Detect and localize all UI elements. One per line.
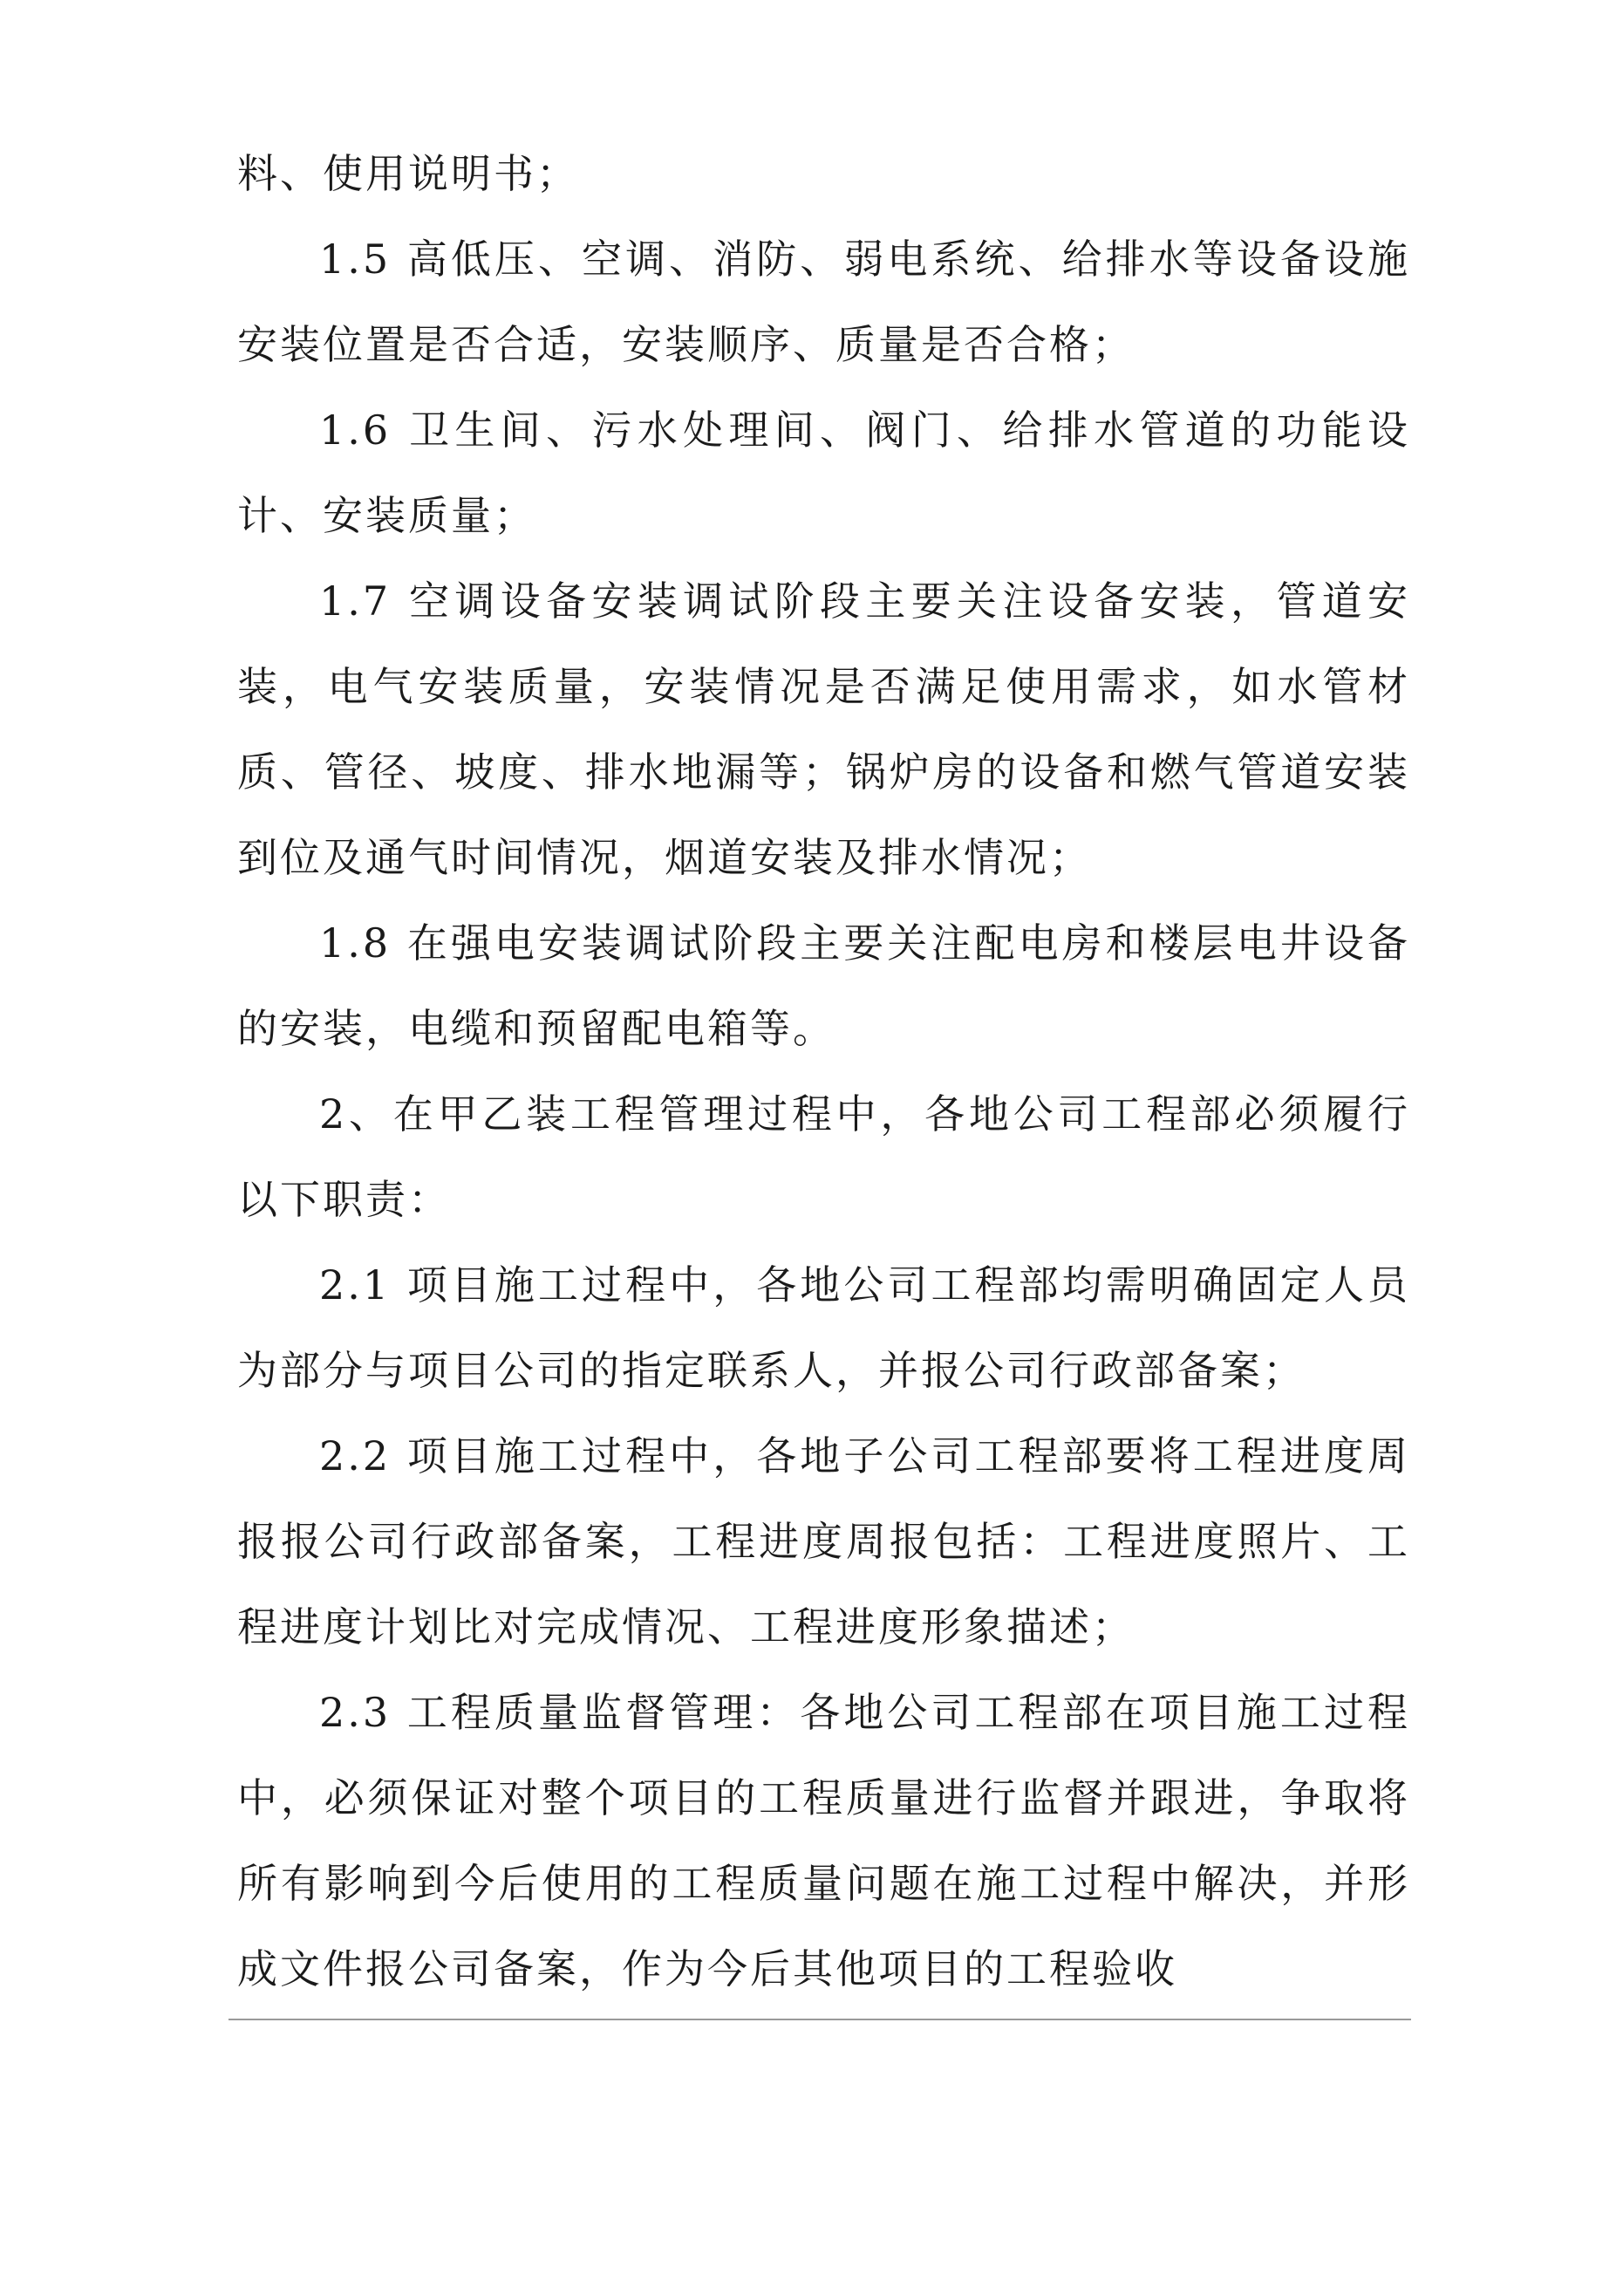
paragraph-2: 2、在甲乙装工程管理过程中，各地公司工程部必须履行以下职责：	[237, 1090, 1410, 1223]
document-body	[237, 131, 1410, 2012]
paragraph-1-8: 1.8 在强电安装调试阶段主要关注配电房和楼层电井设备的安装，电缆和预留配电箱等。	[237, 919, 1410, 1052]
paragraph-1-5: 1.5 高低压、空调、消防、弱电系统、给排水等设备设施安装位置是否合适，安装顺序、质量是否合格；	[237, 236, 1410, 368]
paragraph-2-2: 2.2 项目施工过程中，各地子公司工程部要将工程进度周报报公司行政部备案，工程进度周报包括：工程进度照片、工程进度计划比对完成情况、工程进度形象描述；	[237, 1432, 1410, 1650]
paragraph-1-6: 1.6 卫生间、污水处理间、阀门、给排水管道的功能设计、安装质量；	[237, 407, 1410, 539]
paragraph-continuation: 料、使用说明书；	[237, 150, 579, 197]
paragraph-1-7: 1.7 空调设备安装调试阶段主要关注设备安装，管道安装，电气安装质量，安装情况是否满足使用需求，如水管材质、管径、坡度、排水地漏等；锅炉房的设备和燃气管道安装到位及通气时间情况，烟道安装及排水情况；	[237, 577, 1410, 881]
footer-divider	[228, 2019, 1411, 2020]
paragraph-2-1: 2.1 项目施工过程中，各地公司工程部均需明确固定人员为部分与项目公司的指定联系人，并报公司行政部备案；	[237, 1261, 1410, 1394]
paragraph-2-3: 2.3 工程质量监督管理：各地公司工程部在项目施工过程中，必须保证对整个项目的工程质量进行监督并跟进，争取将所有影响到今后使用的工程质量问题在施工过程中解决，并形成文件报公司备案，作为今后其他项目的工程验收	[237, 1689, 1410, 1992]
